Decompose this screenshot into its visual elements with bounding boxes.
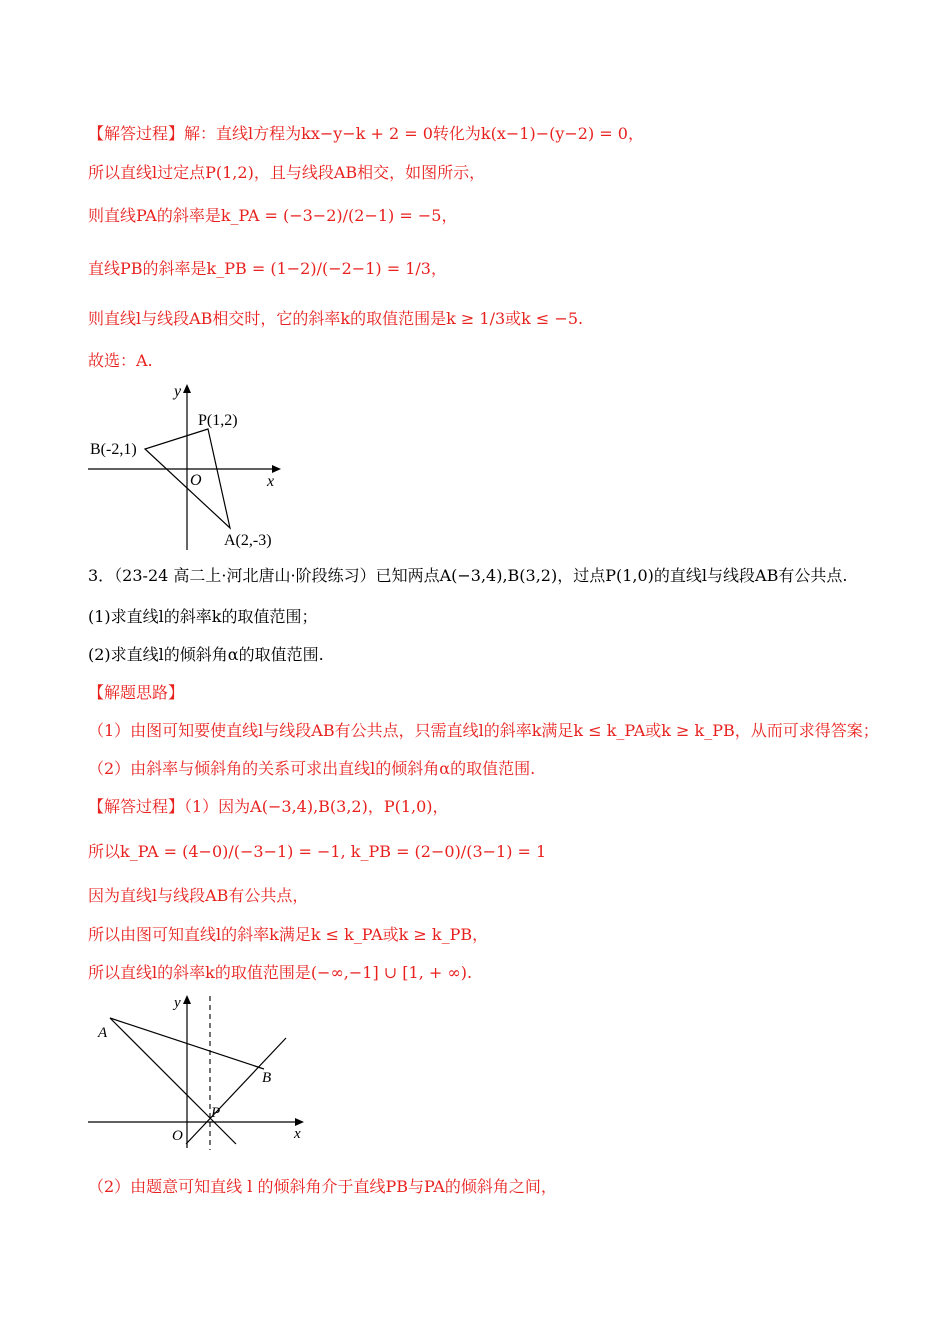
solution2-line4: 所以由图可知直线l的斜率k满足k ≤ k_PA或k ≥ k_PB， [88,925,489,944]
thinking-p1: （1）由图可知要使直线l与线段AB有公共点，只需直线l的斜率k满足k ≤ k_PA或k ≥ k_PB，从而可求得答案； [88,721,879,740]
solution1-line5: 则直线l与线段AB相交时，它的斜率k的取值范围是k ≥ 1/3或k ≤ −5. [88,309,584,328]
thinking-heading: 【解题思路】 [88,683,185,702]
thinking-p2: （2）由斜率与倾斜角的关系可求出直线l的倾斜角α的取值范围. [88,759,536,778]
y-label: y [174,995,181,1011]
point-b-label: B [262,1070,272,1086]
origin-label: O [190,472,202,489]
x-axis-arrow [295,1118,304,1126]
x-label: x [267,473,275,490]
point-p-label: P(1,2) [198,412,238,429]
solution1-line2: 所以直线l过定点P(1,2)，且与线段AB相交，如图所示， [88,163,486,182]
problem3-stem: 3．（23-24 高二上·河北唐山·阶段练习）已知两点A(−3,4),B(3,2)，过点P(1,0)的直线l与线段AB有公共点. [88,566,848,585]
line-pb [186,1038,286,1144]
figure1-triangle-diagram [86,380,286,552]
line-pa [110,1018,236,1144]
x-label: x [294,1126,301,1142]
y-axis-arrow [183,384,191,393]
x-axis-arrow [272,465,281,473]
figure2-lines-diagram [86,990,316,1150]
solution2-line1: 【解答过程】（1）因为A(−3,4),B(3,2)，P(1,0)， [88,797,449,816]
solution1-line4: 直线PB的斜率是k_PB = (1−2)/(−2−1) = 1/3， [88,259,447,278]
y-label: y [174,383,182,400]
solution2-line5: 所以直线l的斜率k的取值范围是(−∞,−1] ∪ [1, + ∞). [88,963,473,982]
solution2-line6: （2）由题意可知直线 l 的倾斜角介于直线PB与PA的倾斜角之间， [88,1177,557,1196]
point-b-label: B(-2,1) [90,441,137,458]
point-p-label: P [211,1105,221,1121]
point-a-label: A(2,-3) [224,532,272,549]
solution1-line6: 故选：A. [88,351,153,370]
solution2-line3: 因为直线l与线段AB有公共点， [88,886,309,905]
problem3-q1: (1)求直线l的斜率k的取值范围； [88,607,318,626]
solution2-line2: 所以k_PA = (4−0)/(−3−1) = −1, k_PB = (2−0)/(3−1) = 1 [88,842,547,861]
solution1-line1: 【解答过程】解：直线l方程为kx−y−k + 2 = 0转化为k(x−1)−(y−2) = 0， [88,124,644,143]
y-axis-arrow [183,995,191,1004]
point-a-label: A [98,1025,108,1041]
solution1-line3: 则直线PA的斜率是k_PA = (−3−2)/(2−1) = −5， [88,206,458,225]
origin-label: O [172,1128,183,1144]
problem3-q2: (2)求直线l的倾斜角α的取值范围. [88,645,324,664]
